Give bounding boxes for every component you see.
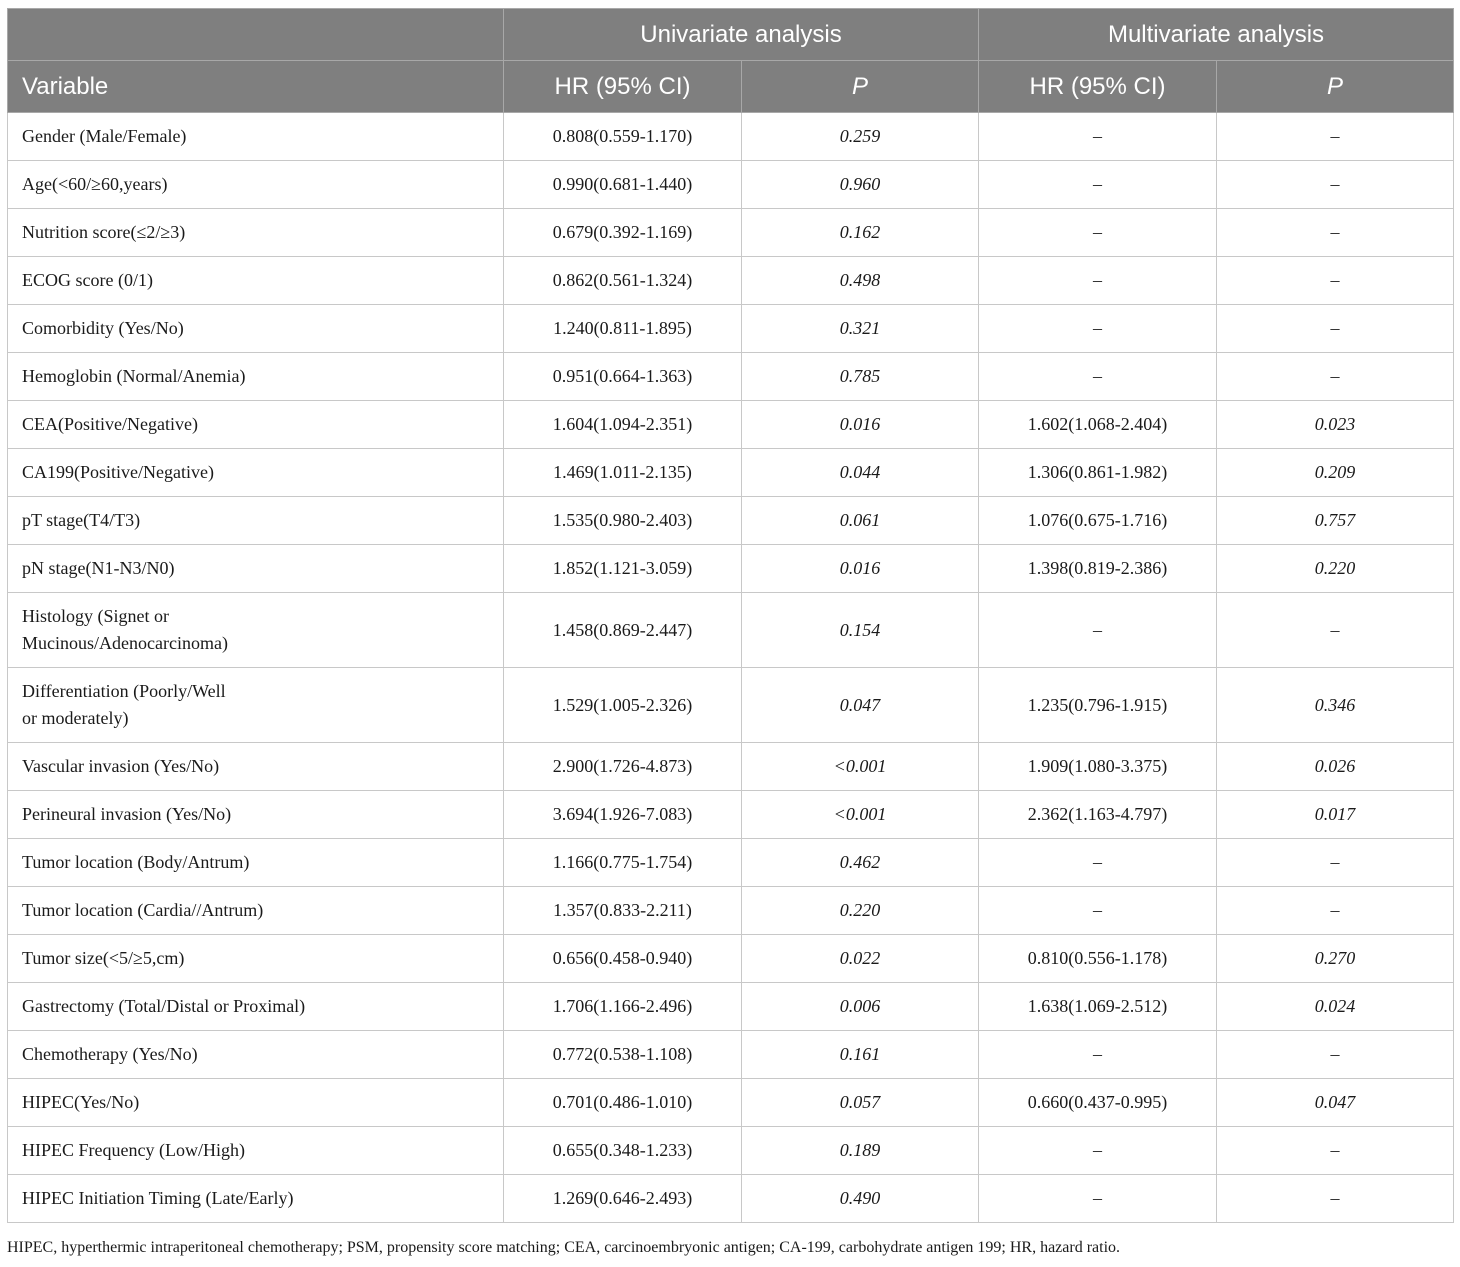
uni-hr-cell: 1.604(1.094-2.351): [504, 401, 742, 449]
multi-hr-cell: –: [979, 839, 1217, 887]
uni-p-cell: 0.047: [742, 668, 979, 743]
table-row: [8, 305, 1454, 353]
variable-cell: HIPEC Frequency (Low/High): [8, 1127, 504, 1175]
variable-line-2: or moderately): [22, 708, 129, 728]
header-uni-p: P: [742, 61, 979, 113]
multi-p-cell: 0.024: [1217, 983, 1454, 1031]
uni-p-cell: 0.154: [742, 593, 979, 668]
multi-hr-cell: –: [979, 593, 1217, 668]
multi-p-cell: –: [1217, 161, 1454, 209]
header-variable: Variable: [8, 61, 504, 113]
multi-p-cell: –: [1217, 209, 1454, 257]
table-row: [8, 668, 1454, 743]
variable-cell: Nutrition score(≤2/≥3): [8, 209, 504, 257]
multi-hr-cell: –: [979, 1127, 1217, 1175]
table-row: [8, 161, 1454, 209]
table-row: [8, 353, 1454, 401]
table-header: [8, 9, 1454, 113]
table-row: [8, 887, 1454, 935]
variable-cell: Gender (Male/Female): [8, 113, 504, 161]
variable-cell: Tumor size(<5/≥5,cm): [8, 935, 504, 983]
uni-hr-cell: 0.679(0.392-1.169): [504, 209, 742, 257]
multi-hr-cell: –: [979, 161, 1217, 209]
variable-cell: ECOG score (0/1): [8, 257, 504, 305]
variable-cell: Comorbidity (Yes/No): [8, 305, 504, 353]
header-multivariate-analysis: Multivariate analysis: [979, 9, 1454, 61]
header-group-row: [8, 9, 1454, 61]
multi-p-cell: 0.220: [1217, 545, 1454, 593]
variable-cell: HIPEC(Yes/No): [8, 1079, 504, 1127]
multi-hr-cell: 1.909(1.080-3.375): [979, 743, 1217, 791]
uni-p-cell: 0.061: [742, 497, 979, 545]
uni-p-cell: 0.189: [742, 1127, 979, 1175]
multi-p-cell: 0.023: [1217, 401, 1454, 449]
uni-hr-cell: 0.808(0.559-1.170): [504, 113, 742, 161]
table-row: [8, 1079, 1454, 1127]
multi-p-cell: –: [1217, 257, 1454, 305]
multi-p-cell: –: [1217, 887, 1454, 935]
variable-cell: Chemotherapy (Yes/No): [8, 1031, 504, 1079]
uni-hr-cell: 1.269(0.646-2.493): [504, 1175, 742, 1223]
uni-hr-cell: 1.852(1.121-3.059): [504, 545, 742, 593]
table-row: [8, 839, 1454, 887]
table-row: [8, 791, 1454, 839]
multi-p-cell: 0.757: [1217, 497, 1454, 545]
variable-cell: Hemoglobin (Normal/Anemia): [8, 353, 504, 401]
table-row: [8, 593, 1454, 668]
multi-p-cell: 0.209: [1217, 449, 1454, 497]
multi-hr-cell: 1.076(0.675-1.716): [979, 497, 1217, 545]
multi-hr-cell: 1.638(1.069-2.512): [979, 983, 1217, 1031]
uni-hr-cell: 0.772(0.538-1.108): [504, 1031, 742, 1079]
variable-cell: Tumor location (Body/Antrum): [8, 839, 504, 887]
uni-p-cell: 0.785: [742, 353, 979, 401]
results-table: [7, 8, 1454, 1223]
multi-hr-cell: –: [979, 113, 1217, 161]
uni-hr-cell: 0.990(0.681-1.440): [504, 161, 742, 209]
uni-p-cell: 0.161: [742, 1031, 979, 1079]
multi-hr-cell: –: [979, 209, 1217, 257]
uni-hr-cell: 2.900(1.726-4.873): [504, 743, 742, 791]
variable-cell: HIPEC Initiation Timing (Late/Early): [8, 1175, 504, 1223]
variable-cell: Tumor location (Cardia//Antrum): [8, 887, 504, 935]
multi-hr-cell: 1.398(0.819-2.386): [979, 545, 1217, 593]
uni-p-cell: 0.022: [742, 935, 979, 983]
uni-p-cell: 0.006: [742, 983, 979, 1031]
uni-hr-cell: 0.656(0.458-0.940): [504, 935, 742, 983]
table-row: [8, 449, 1454, 497]
variable-cell: Vascular invasion (Yes/No): [8, 743, 504, 791]
multi-hr-cell: –: [979, 257, 1217, 305]
multi-p-cell: –: [1217, 1127, 1454, 1175]
variable-line-1: Histology (Signet or: [22, 606, 169, 626]
table-row: [8, 935, 1454, 983]
uni-p-cell: 0.960: [742, 161, 979, 209]
table-footnote: HIPEC, hyperthermic intraperitoneal chemotherapy; PSM, propensity score matching; CEA, carcinoembryonic antigen; CA-199, carbohydrate antigen 199; HR, hazard ratio.: [7, 1239, 1121, 1256]
multi-p-cell: –: [1217, 839, 1454, 887]
table-body: [8, 113, 1454, 1223]
variable-cell: [8, 668, 504, 743]
multi-hr-cell: –: [979, 353, 1217, 401]
variable-cell: CEA(Positive/Negative): [8, 401, 504, 449]
variable-line-2: Mucinous/Adenocarcinoma): [22, 633, 228, 653]
uni-hr-cell: 1.166(0.775-1.754): [504, 839, 742, 887]
uni-hr-cell: 3.694(1.926-7.083): [504, 791, 742, 839]
uni-p-cell: 0.498: [742, 257, 979, 305]
variable-cell: Perineural invasion (Yes/No): [8, 791, 504, 839]
multi-hr-cell: 0.660(0.437-0.995): [979, 1079, 1217, 1127]
uni-p-cell: 0.016: [742, 545, 979, 593]
table-row: [8, 545, 1454, 593]
uni-p-cell: 0.162: [742, 209, 979, 257]
variable-cell: pT stage(T4/T3): [8, 497, 504, 545]
uni-hr-cell: 1.458(0.869-2.447): [504, 593, 742, 668]
multi-p-cell: –: [1217, 1175, 1454, 1223]
table-row: [8, 257, 1454, 305]
header-multi-hr: HR (95% CI): [979, 61, 1217, 113]
uni-p-cell: 0.220: [742, 887, 979, 935]
multi-p-cell: –: [1217, 305, 1454, 353]
uni-hr-cell: 1.240(0.811-1.895): [504, 305, 742, 353]
table-row: [8, 113, 1454, 161]
uni-p-cell: 0.259: [742, 113, 979, 161]
header-multi-p: P: [1217, 61, 1454, 113]
uni-hr-cell: 1.529(1.005-2.326): [504, 668, 742, 743]
header-univariate-analysis: Univariate analysis: [504, 9, 979, 61]
uni-hr-cell: 1.706(1.166-2.496): [504, 983, 742, 1031]
multi-p-cell: 0.047: [1217, 1079, 1454, 1127]
uni-hr-cell: 0.655(0.348-1.233): [504, 1127, 742, 1175]
header-empty-cell: [8, 9, 504, 61]
uni-hr-cell: 0.701(0.486-1.010): [504, 1079, 742, 1127]
uni-p-cell: 0.321: [742, 305, 979, 353]
table-row: [8, 1127, 1454, 1175]
uni-p-cell: 0.462: [742, 839, 979, 887]
multi-hr-cell: 1.306(0.861-1.982): [979, 449, 1217, 497]
variable-line-1: Differentiation (Poorly/Well: [22, 681, 226, 701]
variable-cell: CA199(Positive/Negative): [8, 449, 504, 497]
multi-p-cell: –: [1217, 353, 1454, 401]
multi-hr-cell: 2.362(1.163-4.797): [979, 791, 1217, 839]
uni-p-cell: 0.016: [742, 401, 979, 449]
variable-cell: pN stage(N1-N3/N0): [8, 545, 504, 593]
uni-p-cell: <0.001: [742, 791, 979, 839]
uni-hr-cell: 1.357(0.833-2.211): [504, 887, 742, 935]
uni-hr-cell: 1.535(0.980-2.403): [504, 497, 742, 545]
multi-hr-cell: –: [979, 305, 1217, 353]
variable-cell: [8, 593, 504, 668]
uni-hr-cell: 1.469(1.011-2.135): [504, 449, 742, 497]
table-row: [8, 401, 1454, 449]
header-column-row: [8, 61, 1454, 113]
multi-hr-cell: –: [979, 1175, 1217, 1223]
multi-p-cell: 0.017: [1217, 791, 1454, 839]
multi-hr-cell: –: [979, 887, 1217, 935]
multi-p-cell: 0.026: [1217, 743, 1454, 791]
multi-p-cell: 0.270: [1217, 935, 1454, 983]
uni-p-cell: 0.490: [742, 1175, 979, 1223]
multi-p-cell: –: [1217, 113, 1454, 161]
uni-p-cell: 0.057: [742, 1079, 979, 1127]
uni-p-cell: 0.044: [742, 449, 979, 497]
header-uni-hr: HR (95% CI): [504, 61, 742, 113]
table-row: [8, 1175, 1454, 1223]
table-row: [8, 209, 1454, 257]
table-row: [8, 497, 1454, 545]
multi-p-cell: –: [1217, 593, 1454, 668]
uni-p-cell: <0.001: [742, 743, 979, 791]
multi-p-cell: 0.346: [1217, 668, 1454, 743]
multi-hr-cell: 0.810(0.556-1.178): [979, 935, 1217, 983]
multi-hr-cell: –: [979, 1031, 1217, 1079]
multi-hr-cell: 1.235(0.796-1.915): [979, 668, 1217, 743]
multi-p-cell: –: [1217, 1031, 1454, 1079]
table-row: [8, 983, 1454, 1031]
table-row: [8, 1031, 1454, 1079]
uni-hr-cell: 0.951(0.664-1.363): [504, 353, 742, 401]
variable-cell: Age(<60/≥60,years): [8, 161, 504, 209]
table-row: [8, 743, 1454, 791]
variable-cell: Gastrectomy (Total/Distal or Proximal): [8, 983, 504, 1031]
uni-hr-cell: 0.862(0.561-1.324): [504, 257, 742, 305]
multi-hr-cell: 1.602(1.068-2.404): [979, 401, 1217, 449]
